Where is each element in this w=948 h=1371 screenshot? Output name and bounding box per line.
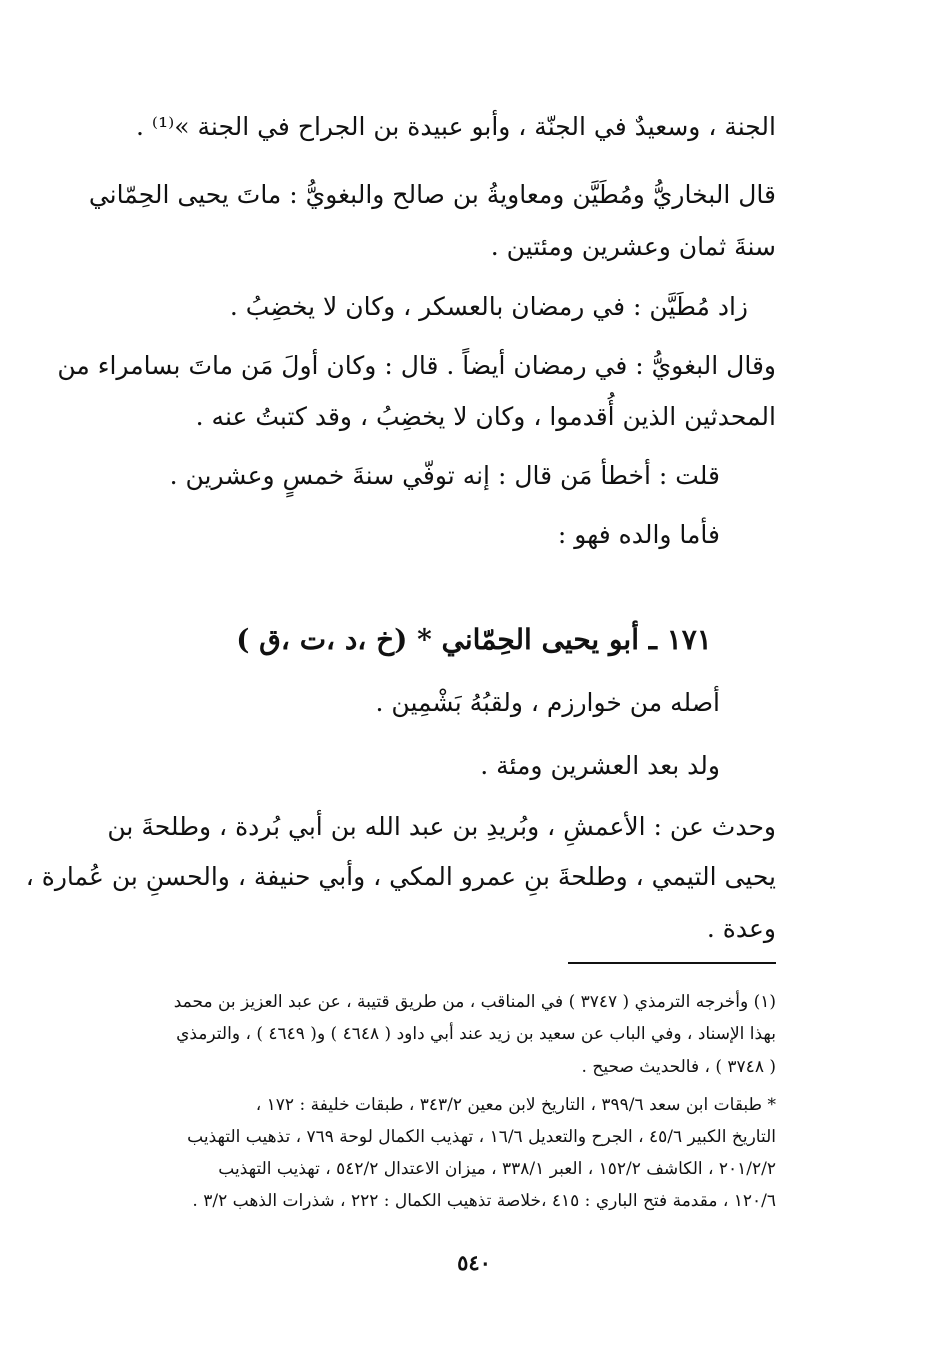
- text-line: وعدة .: [706, 914, 776, 943]
- text-line: وحدث عن : الأعمشِ ، وبُريدِ بن عبد الله بن أبي بُردة ، وطلحةَ بن: [107, 812, 776, 841]
- footnote-line: بهذا الإسناد ، وفي الباب عن سعيد بن زيد عند أبي داود ( ٤٦٤٨ ) و( ٤٦٤٩ ) ، والترمذي: [176, 1024, 776, 1044]
- footnote-line: ( ٣٧٤٨ ) ، فالحديث صحيح .: [581, 1057, 776, 1077]
- footnote-separator: [568, 962, 776, 964]
- text-line: سنةَ ثمان وعشرين ومئتين .: [490, 232, 776, 261]
- text-line: فأما والده فهو :: [557, 520, 720, 549]
- footnote-line: * طبقات ابن سعد ٣٩٩/٦ ، التاريخ لابن معين ٣٤٣/٢ ، طبقات خليفة : ١٧٢ ،: [255, 1095, 776, 1115]
- entry-heading: ١٧١ ـ أبو يحيى الحِمّاني * (خ ،د ،ت ،ق ): [236, 623, 712, 656]
- page-number: ٥٤٠: [457, 1250, 491, 1275]
- text-line: أصله من خوارزم ، ولقبُهُ بَشْمِين .: [375, 688, 720, 717]
- text-line: وقال البغويُّ : في رمضان أيضاً . قال : وكان أولَ مَن ماتَ بسامراء من: [57, 351, 776, 380]
- text-line: المحدثين الذين أُقدموا ، وكان لا يخضِبُ ، وقد كتبتُ عنه .: [195, 402, 776, 431]
- text-line: قلت : أخطأ مَن قال : إنه توفّي سنةَ خمسٍ وعشرين .: [169, 461, 720, 490]
- footnote-line: ٢٠١/٢/٢ ، الكاشف ١٥٢/٢ ، العبر ٣٣٨/١ ، ميزان الاعتدال ٥٤٢/٢ ، تهذيب التهذيب: [218, 1159, 776, 1179]
- text-line: يحيى التيمي ، وطلحةَ بنِ عمرو المكي ، وأبي حنيفة ، والحسنِ بن عُمارة ،: [25, 862, 776, 891]
- footnote-line: (١) وأخرجه الترمذي ( ٣٧٤٧ ) في المناقب ، من طريق قتيبة ، عن عبد العزيز بن محمد: [173, 992, 776, 1012]
- text-line: الجنة ، وسعيدٌ في الجنّة ، وأبو عبيدة بن الجراح في الجنة »⁽¹⁾ .: [136, 112, 776, 141]
- text-line: قال البخاريُّ ومُطَيَّن ومعاويةُ بن صالح والبغويُّ : ماتَ يحيى الحِمّاني: [88, 180, 776, 209]
- footnote-line: ١٢٠/٦ ، مقدمة فتح الباري : ٤١٥ ،خلاصة تذهيب الكمال : ٢٢٢ ، شذرات الذهب ٣/٢ .: [192, 1191, 776, 1211]
- footnote-line: التاريخ الكبير ٤٥/٦ ، الجرح والتعديل ١٦/٦ ، تهذيب الكمال لوحة ٧٦٩ ، تذهيب التهذيب: [187, 1127, 776, 1147]
- text-line: زاد مُطَيَّن : في رمضان بالعسكر ، وكان لا يخضِبُ .: [229, 292, 748, 321]
- text-line: ولد بعد العشرين ومئة .: [480, 751, 720, 780]
